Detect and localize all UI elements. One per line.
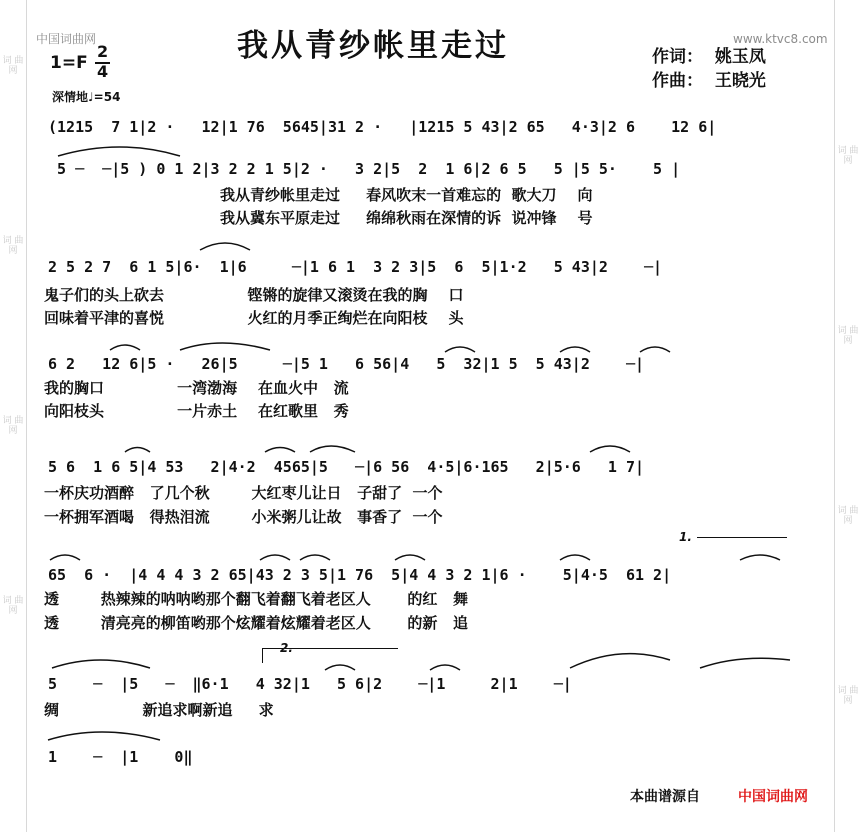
lyric-verse-2: 透 清亮亮的柳笛哟那个炫耀着炫耀着老区人 的新 追 xyxy=(44,614,469,632)
lyric-verse-1: 绸 新追求啊新追 求 xyxy=(44,701,274,719)
side-watermark: 词 曲 网 xyxy=(837,506,859,526)
key-signature: 1=F xyxy=(50,53,88,73)
side-watermark: 词 曲 网 xyxy=(837,326,859,346)
side-watermark: 词 曲 网 xyxy=(2,596,24,616)
song-title: 我从青纱帐里走过 xyxy=(237,28,509,64)
lyric-verse-1: 我从青纱帐里走过 春风吹末一首难忘的 歌大刀 向 xyxy=(220,186,593,204)
lyric-verse-2: 我从冀东平原走过 绵绵秋雨在深情的诉 说冲锋 号 xyxy=(220,209,593,227)
side-watermark: 词 曲 网 xyxy=(837,686,859,706)
side-watermark: 词 曲 网 xyxy=(2,236,24,256)
site-watermark-left: 中国词曲网 xyxy=(36,32,97,46)
lyric-verse-1: 一杯庆功酒醉 了几个秋 大红枣儿让日 子甜了 一个 xyxy=(44,484,443,502)
notation-line: 5 ─ ─|5 ) 0 1 2|3 2 2 1 5|2 · 3 2|5 2 1 6|2 6 5 5 |5 5· 5 | xyxy=(48,160,681,178)
site-watermark-right: www.ktvc8.com xyxy=(733,32,828,46)
lyric-verse-2: 回味着平津的喜悦 火红的月季正绚烂在向阳枝 头 xyxy=(44,309,464,327)
side-watermark: 词 曲 网 xyxy=(2,416,24,436)
notation-line: 6 2 12 6|5 · 26|5 ─|5 1 6 56|4 5 32|1 5 5 43|2 ─| xyxy=(48,355,645,373)
side-watermark: 词 曲 网 xyxy=(2,56,24,76)
lyricist-credit: 作词： 姚玉凤 xyxy=(652,47,766,67)
lyric-verse-2: 一杯拥军酒喝 得热泪流 小米粥儿让故 事香了 一个 xyxy=(44,508,443,526)
lyric-verse-1: 我的胸口 一湾渤海 在血火中 流 xyxy=(44,379,349,397)
second-ending-label: 2. xyxy=(280,641,293,655)
notation-line: 65 6 · |4 4 4 3 2 65|43 2 3 5|1 76 5|4 4 3 2 1|6 · 5|4·5 61 2| xyxy=(48,566,672,584)
lyric-verse-1: 鬼子们的头上砍去 铿锵的旋律又滚烫在我的胸 口 xyxy=(44,286,464,304)
notation-line: 5 ─ |5 ─ ‖6·1 4 32|1 5 6|2 ─|1 2|1 ─| xyxy=(48,675,572,693)
lyric-verse-2: 向阳枝头 一片赤土 在红歌里 秀 xyxy=(44,402,349,420)
composer-credit: 作曲： 王晓光 xyxy=(652,71,766,91)
notation-line: 5 6 1 6 5|4 53 2|4·2 4565|5 ─|6 56 4·5|6·165 2|5·6 1 7| xyxy=(48,458,645,476)
time-signature-top: 2 xyxy=(97,42,109,61)
notation-line: 2 5 2 7 6 1 5|6· 1|6 ─|1 6 1 3 2 3|5 6 5|1·2 5 43|2 ─| xyxy=(48,258,663,276)
lyric-verse-1: 透 热辣辣的呐呐哟那个翻飞着翻飞着老区人 的红 舞 xyxy=(44,590,469,608)
time-signature-bottom: 4 xyxy=(97,62,109,81)
notation-line: (1215 7 1|2 · 12|1 76 5645|31 2 · |1215 5 43|2 65 4·3|2 6 12 6| xyxy=(48,118,717,136)
source-site-link[interactable]: 中国词曲网 xyxy=(738,789,808,805)
first-ending-label: 1. xyxy=(679,530,692,544)
side-watermark: 词 曲 网 xyxy=(837,146,859,166)
source-note: 本曲谱源自 xyxy=(630,789,700,805)
tempo-marking: 深情地♩=54 xyxy=(52,90,121,104)
notation-line: 1 ─ |1 0‖ xyxy=(48,748,193,766)
